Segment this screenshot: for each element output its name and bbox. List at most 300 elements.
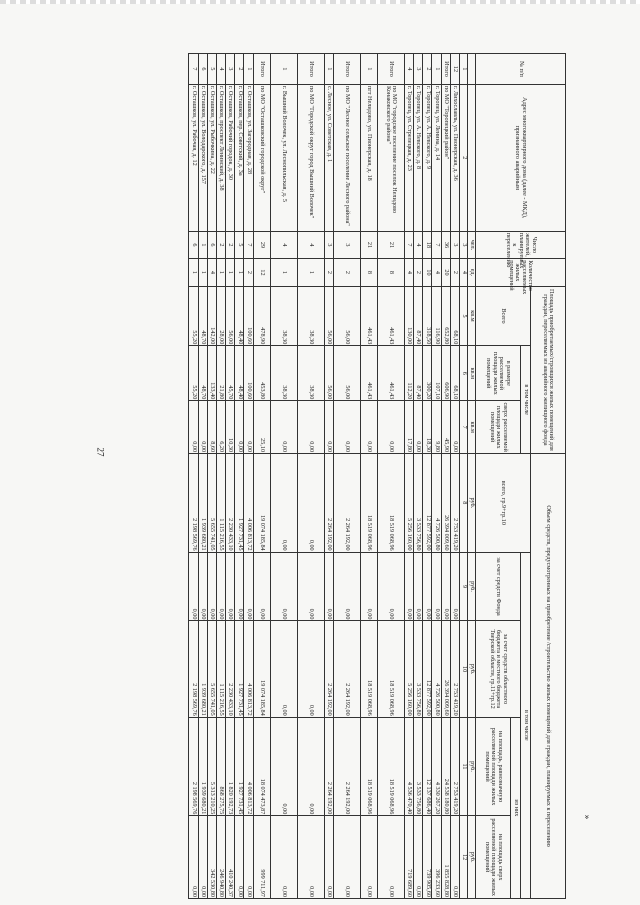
row-number: Итого (441, 54, 450, 85)
address-cell: г. Осташков, пер. Советский, д. 3а (235, 84, 244, 231)
table-row (414, 54, 423, 899)
funds-within-cell: 18 519 068,96 (360, 717, 377, 816)
area-within-cell: 45,70 (226, 346, 235, 401)
unit-cell: кв.м (468, 286, 476, 346)
area-within-cell: 606,90 (441, 346, 450, 401)
table-row (235, 54, 244, 899)
funds-regional-cell: 4 006 813,72 (244, 621, 253, 717)
funds-fund-cell: 0,00 (253, 552, 270, 621)
funds-regional-cell: 19 074 185,84 (253, 621, 270, 717)
funds-over-cell: 0,00 (333, 816, 360, 899)
funds-within-cell: 2 264 192,00 (333, 717, 360, 816)
area-within-cell: 112,20 (404, 346, 413, 401)
area-total-cell: 68,10 (450, 286, 459, 346)
address-cell: пгт Нелидово, ул. Пионерская, д. 18 (360, 84, 377, 231)
apartments-cell: 12 (253, 259, 270, 287)
unit-cell: руб. (468, 454, 476, 553)
header-num: № п/п (476, 54, 566, 85)
funds-total-cell: 2 230 433,10 (226, 454, 235, 553)
funds-over-cell: 0,00 (297, 816, 324, 899)
funds-within-cell: 1 927 731,45 (235, 717, 244, 816)
funds-over-cell: 719 689,60 (404, 816, 413, 899)
funds-fund-cell: 0,00 (404, 552, 413, 621)
header-funds-regional: за счет средств областного бюджета и местного бюджета Тверской области, гр.11+гр.12 (476, 621, 521, 717)
funds-within-cell: 5 313 210,25 (207, 717, 216, 816)
header-area-total: Всего (476, 286, 531, 346)
funds-total-cell: 2 753 419,20 (450, 454, 459, 553)
funds-within-cell: 1 820 192,73 (226, 717, 235, 816)
row-number: 2 (235, 54, 244, 85)
funds-total-cell: 2 264 192,00 (333, 454, 360, 553)
unit-cell: ед. (468, 259, 476, 287)
address-cell: по МО "Городской округ город Вышний Волочек" (297, 84, 324, 231)
area-total-cell: 461,43 (377, 286, 404, 346)
row-number: 1 (360, 54, 377, 85)
table-row (432, 54, 441, 899)
table-row (253, 54, 270, 899)
funds-regional-cell: 2 753 419,20 (450, 621, 459, 717)
people-cell: 5 (235, 231, 244, 259)
funds-regional-cell: 4 726 500,80 (432, 621, 441, 717)
address-cell: с. Лесное, ул. Советская, д. 1 (324, 84, 333, 231)
area-total-cell: 56,00 (226, 286, 235, 346)
column-number: 3 (460, 231, 468, 259)
funds-total-cell: 4 006 813,72 (244, 454, 253, 553)
header-apartments: Количество расселяемых жилых помещений (476, 259, 566, 287)
area-over-cell: 9,80 (432, 401, 441, 454)
funds-total-cell: 18 519 068,96 (377, 454, 404, 553)
header-funds-total: всего, гр.9+гр.10 (476, 454, 531, 553)
table-row (189, 54, 198, 899)
header-area-group: Площадь приобретаемых/строящихся жилых помещений для граждан, переселяемых из аварийного жилищного фонда (531, 286, 566, 453)
apartments-cell: 2 (333, 259, 360, 287)
funds-over-cell: 0,00 (244, 816, 253, 899)
row-number: Итого (333, 54, 360, 85)
funds-within-cell: 4 006 813,72 (244, 717, 253, 816)
table-row (198, 54, 207, 899)
apartments-cell: 8 (377, 259, 404, 287)
units-row (468, 54, 476, 899)
funds-within-cell: 3 533 756,80 (414, 717, 423, 816)
area-over-cell: 0,00 (360, 401, 377, 454)
area-total-cell: 142,00 (207, 286, 216, 346)
area-within-cell: 56,00 (333, 346, 360, 401)
area-within-cell: 300,20 (423, 346, 432, 401)
funds-regional-cell: 0,00 (270, 621, 297, 717)
area-over-cell: 0,00 (333, 401, 360, 454)
header-area-over: сверх расселяемой площади жилых помещений (476, 401, 521, 454)
area-total-cell: 478,90 (253, 286, 270, 346)
funds-regional-cell: 2 230 433,10 (226, 621, 235, 717)
funds-regional-cell: 26 394 009,60 (441, 621, 450, 717)
area-over-cell: 0,00 (414, 401, 423, 454)
funds-fund-cell: 0,00 (216, 552, 225, 621)
funds-over-cell: 0,00 (360, 816, 377, 899)
unit-cell: чел. (468, 231, 476, 259)
funds-total-cell: 12 877 592,00 (423, 454, 432, 553)
people-cell: 7 (432, 231, 441, 259)
funds-within-cell: 2 753 419,20 (450, 717, 459, 816)
funds-over-cell: 0,00 (198, 816, 207, 899)
funds-regional-cell: 5 655 741,05 (207, 621, 216, 717)
area-within-cell: 21,80 (216, 346, 225, 401)
area-total-cell: 38,30 (297, 286, 324, 346)
funds-over-cell: 739 905,60 (423, 816, 432, 899)
column-number: 11 (460, 717, 468, 816)
column-number: 6 (460, 346, 468, 401)
apartments-cell: 2 (450, 259, 459, 287)
apartments-cell: 1 (297, 259, 324, 287)
table-row (226, 54, 235, 899)
funds-total-cell: 5 655 741,05 (207, 454, 216, 553)
header-funds-fund: за счет средств Фонда (476, 552, 521, 621)
area-over-cell: 0,00 (270, 401, 297, 454)
row-number: 12 (450, 54, 459, 85)
apartments-cell: 2 (324, 259, 333, 287)
page-number: 27 (95, 447, 106, 457)
people-cell: 18 (423, 231, 432, 259)
people-cell: 21 (377, 231, 404, 259)
row-number: 7 (189, 54, 198, 85)
people-cell: 6 (189, 231, 198, 259)
people-cell: 4 (270, 231, 297, 259)
funds-fund-cell: 0,00 (297, 552, 324, 621)
funds-total-cell: 1 927 731,45 (235, 454, 244, 553)
row-number: Итого (253, 54, 270, 85)
area-within-cell: 38,30 (270, 346, 297, 401)
funds-regional-cell: 12 877 592,00 (423, 621, 432, 717)
apartments-cell: 20 (441, 259, 450, 287)
funds-within-cell: 2 198 569,76 (189, 717, 198, 816)
table-row (360, 54, 377, 899)
row-number: 3 (414, 54, 423, 85)
funds-regional-cell: 1 939 680,21 (198, 621, 207, 717)
header-area-incl: в том числе (521, 346, 531, 454)
address-cell: по МО "Лесное сельское поселение Лесного района" (333, 84, 360, 231)
row-number: 1 (432, 54, 441, 85)
table-row (216, 54, 225, 899)
unit-cell (468, 54, 476, 85)
funds-within-cell: 1 939 680,21 (198, 717, 207, 816)
funds-total-cell: 3 533 756,80 (414, 454, 423, 553)
funds-fund-cell: 0,00 (377, 552, 404, 621)
address-cell: г. Торопец, ул. Ленина, д. 14 (432, 84, 441, 231)
people-cell: 2 (216, 231, 225, 259)
row-number: 6 (198, 54, 207, 85)
funds-fund-cell: 0,00 (333, 552, 360, 621)
area-over-cell: 0,00 (377, 401, 404, 454)
column-number: 7 (460, 401, 468, 454)
area-total-cell: 652,80 (441, 286, 450, 346)
table-row (333, 54, 360, 899)
funds-over-cell: 246 940,80 (216, 816, 225, 899)
header-funds-incl: в том числе (521, 552, 531, 898)
funds-total-cell: 0,00 (297, 454, 324, 553)
address-cell: по МО "городское поселение поселок Нелидово Конаковского района" (377, 84, 404, 231)
funds-over-cell: 0,00 (235, 816, 244, 899)
area-within-cell: 68,10 (450, 346, 459, 401)
funds-over-cell: 1 855 828,80 (441, 816, 450, 899)
funds-within-cell: 18 074 473,87 (253, 717, 270, 816)
funds-fund-cell: 0,00 (189, 552, 198, 621)
row-number: 1 (270, 54, 297, 85)
continuation-mark: » (582, 814, 593, 820)
funds-regional-cell: 18 519 068,96 (377, 621, 404, 717)
row-number: 4 (216, 54, 225, 85)
area-over-cell: 10,30 (226, 401, 235, 454)
address-cell: по МО "Торопецкий район" (441, 84, 450, 231)
funds-total-cell: 1 115 216,55 (216, 454, 225, 553)
header-funds-group: Объем средств, предусмотренных на приобретение /строительство жилых помещений для граждан, планируемых к переселению (531, 454, 566, 899)
apartments-cell: 1 (198, 259, 207, 287)
funds-over-cell: 999 711,97 (253, 816, 270, 899)
area-over-cell: 0,00 (244, 401, 253, 454)
area-over-cell: 18,30 (423, 401, 432, 454)
funds-regional-cell: 2 264 192,00 (333, 621, 360, 717)
funds-regional-cell: 0,00 (297, 621, 324, 717)
address-cell: г. Осташков, ул. Загородная, д. 28 (244, 84, 253, 231)
funds-within-cell: 18 519 068,96 (377, 717, 404, 816)
funds-fund-cell: 0,00 (198, 552, 207, 621)
area-within-cell: 461,43 (360, 346, 377, 401)
area-over-cell: 0,00 (324, 401, 333, 454)
people-cell: 36 (441, 231, 450, 259)
people-cell: 1 (198, 231, 207, 259)
area-within-cell: 48,40 (235, 346, 244, 401)
funds-fund-cell: 0,00 (432, 552, 441, 621)
area-over-cell: 0,00 (189, 401, 198, 454)
apartments-cell: 4 (207, 259, 216, 287)
apartments-cell: 8 (360, 259, 377, 287)
area-within-cell: 133,40 (207, 346, 216, 401)
funds-over-cell: 0,00 (324, 816, 333, 899)
table-row (324, 54, 333, 899)
area-within-cell: 100,60 (244, 346, 253, 401)
table-row (207, 54, 216, 899)
funds-within-cell: 12 137 686,40 (423, 717, 432, 816)
address-cell: г. Осташков, ул. Рабочая, д. 12 (189, 84, 198, 231)
area-total-cell: 28,00 (216, 286, 225, 346)
address-cell: г. Осташков, проспект Ленинский, д. 38 (216, 84, 225, 231)
apartments-cell: 1 (235, 259, 244, 287)
column-number: 8 (460, 454, 468, 553)
area-total-cell: 461,43 (360, 286, 377, 346)
funds-regional-cell: 18 519 068,96 (360, 621, 377, 717)
funds-fund-cell: 0,00 (450, 552, 459, 621)
area-over-cell: 45,90 (441, 401, 450, 454)
header-funds-of-which: из них (511, 717, 521, 898)
apartments-cell: 1 (226, 259, 235, 287)
table-row (441, 54, 450, 899)
column-number: 5 (460, 286, 468, 346)
column-number: 9 (460, 552, 468, 621)
table-row (270, 54, 297, 899)
funds-within-cell: 0,00 (297, 717, 324, 816)
address-cell: по МО "Осташковский городской округ" (253, 84, 270, 231)
people-cell: 3 (450, 231, 459, 259)
area-over-cell: 17,80 (404, 401, 413, 454)
area-over-cell: 0,00 (297, 401, 324, 454)
area-total-cell: 318,50 (423, 286, 432, 346)
funds-total-cell: 18 519 068,96 (360, 454, 377, 553)
area-total-cell: 87,40 (414, 286, 423, 346)
unit-cell: руб. (468, 621, 476, 717)
funds-regional-cell: 5 256 160,00 (404, 621, 413, 717)
apartments-cell: 4 (432, 259, 441, 287)
table-body (189, 54, 460, 899)
people-cell: 4 (297, 231, 324, 259)
funds-fund-cell: 0,00 (423, 552, 432, 621)
area-within-cell: 48,70 (198, 346, 207, 401)
funds-total-cell: 26 394 009,60 (441, 454, 450, 553)
people-cell: 6 (207, 231, 216, 259)
apartments-cell: 1 (270, 259, 297, 287)
funds-within-cell: 2 264 192,00 (324, 717, 333, 816)
table-row (377, 54, 404, 899)
unit-cell: руб. (468, 717, 476, 816)
area-within-cell: 56,00 (324, 346, 333, 401)
funds-fund-cell: 0,00 (270, 552, 297, 621)
area-total-cell: 56,00 (324, 286, 333, 346)
area-total-cell: 48,40 (235, 286, 244, 346)
people-cell: 4 (414, 231, 423, 259)
funds-within-cell: 24 538 180,80 (441, 717, 450, 816)
column-number: 10 (460, 621, 468, 717)
area-over-cell: 0,00 (198, 401, 207, 454)
row-number: Итого (377, 54, 404, 85)
header-funds-over: на площадь сверх расселяемой площади жилых помещений (476, 816, 511, 899)
area-total-cell: 38,30 (270, 286, 297, 346)
header-address: Адрес многоквартирного дома (далее - МКД), признанного аварийным (476, 84, 566, 231)
address-cell: г. Осташков, ул. Рыбочкина, д. 22 (207, 84, 216, 231)
row-number: 1 (324, 54, 333, 85)
resettlement-table (188, 53, 566, 899)
funds-fund-cell: 0,00 (244, 552, 253, 621)
people-cell: 7 (404, 231, 413, 259)
apartments-cell: 1 (189, 259, 198, 287)
header-area-within: в размере расселяемой площади жилых помещений (476, 346, 521, 401)
area-within-cell: 87,40 (414, 346, 423, 401)
column-number: 4 (460, 259, 468, 287)
area-over-cell: 25,10 (253, 401, 270, 454)
unit-cell: руб. (468, 552, 476, 621)
address-cell: г. Торопец, ул. А. Невского, д. 8 (414, 84, 423, 231)
unit-cell (468, 84, 476, 231)
area-total-cell: 116,90 (432, 286, 441, 346)
funds-over-cell: 0,00 (377, 816, 404, 899)
funds-total-cell: 4 726 500,80 (432, 454, 441, 553)
area-total-cell: 55,20 (189, 286, 198, 346)
address-cell: г. Осташков, ул. Володарского, д. 157 (198, 84, 207, 231)
area-over-cell: 0,00 (450, 401, 459, 454)
address-cell: г. Вышний Волочек, ул. Леснопильская, д. 5 (270, 84, 297, 231)
column-number: 2 (460, 84, 468, 231)
funds-regional-cell: 1 927 731,45 (235, 621, 244, 717)
people-cell: 3 (324, 231, 333, 259)
column-numbers-row (460, 54, 468, 899)
column-number: 1 (460, 54, 468, 85)
address-cell: г. Торопец, ул. Стрелецкая, д. 23 (404, 84, 413, 231)
apartments-cell: 1 (216, 259, 225, 287)
funds-within-cell: 868 275,75 (216, 717, 225, 816)
table-sheet (100, 53, 566, 899)
address-cell: г. Лихославль, ул. Пионерская, д. 36 (450, 84, 459, 231)
funds-fund-cell: 0,00 (207, 552, 216, 621)
funds-total-cell: 0,00 (270, 454, 297, 553)
column-number: 12 (460, 816, 468, 899)
apartments-cell: 4 (404, 259, 413, 287)
funds-fund-cell: 0,00 (360, 552, 377, 621)
funds-total-cell: 2 198 569,76 (189, 454, 198, 553)
area-within-cell: 38,30 (297, 346, 324, 401)
area-total-cell: 56,00 (333, 286, 360, 346)
funds-fund-cell: 0,00 (226, 552, 235, 621)
table-row (297, 54, 324, 899)
funds-regional-cell: 1 115 216,55 (216, 621, 225, 717)
area-within-cell: 461,43 (377, 346, 404, 401)
area-total-cell: 130,00 (404, 286, 413, 346)
funds-fund-cell: 0,00 (324, 552, 333, 621)
funds-over-cell: 0,00 (450, 816, 459, 899)
table-rotated (100, 53, 566, 899)
funds-regional-cell: 2 198 569,76 (189, 621, 198, 717)
row-number: 2 (423, 54, 432, 85)
row-number: 4 (404, 54, 413, 85)
row-number: 5 (207, 54, 216, 85)
area-within-cell: 453,80 (253, 346, 270, 401)
funds-within-cell: 0,00 (270, 717, 297, 816)
address-cell: г. Осташков, Рабочий городок, д. 30 (226, 84, 235, 231)
area-over-cell: 8,60 (207, 401, 216, 454)
unit-cell: кв.м (468, 346, 476, 401)
funds-over-cell: 0,00 (270, 816, 297, 899)
address-cell: г. Торопец, ул. А. Невского, д. 9 (423, 84, 432, 231)
people-cell: 3 (333, 231, 360, 259)
funds-total-cell: 19 074 185,84 (253, 454, 270, 553)
apartments-cell: 2 (244, 259, 253, 287)
funds-over-cell: 396 233,60 (432, 816, 441, 899)
area-within-cell: 55,20 (189, 346, 198, 401)
funds-over-cell: 0,00 (414, 816, 423, 899)
people-cell: 7 (244, 231, 253, 259)
apartments-cell: 2 (414, 259, 423, 287)
funds-over-cell: 410 240,37 (226, 816, 235, 899)
area-total-cell: 48,70 (198, 286, 207, 346)
funds-over-cell: 342 530,80 (207, 816, 216, 899)
area-within-cell: 107,10 (432, 346, 441, 401)
area-over-cell: 0,00 (235, 401, 244, 454)
funds-fund-cell: 0,00 (414, 552, 423, 621)
funds-over-cell: 0,00 (189, 816, 198, 899)
table-row (450, 54, 459, 899)
table-row (423, 54, 432, 899)
table-row (244, 54, 253, 899)
unit-cell: руб. (468, 816, 476, 899)
people-cell: 2 (226, 231, 235, 259)
row-number: 1 (244, 54, 253, 85)
funds-total-cell: 5 256 160,00 (404, 454, 413, 553)
funds-fund-cell: 0,00 (441, 552, 450, 621)
area-over-cell: 6,20 (216, 401, 225, 454)
row-number: 3 (226, 54, 235, 85)
row-number: Итого (297, 54, 324, 85)
area-total-cell: 100,60 (244, 286, 253, 346)
people-cell: 29 (253, 231, 270, 259)
funds-total-cell: 1 939 680,21 (198, 454, 207, 553)
header-funds-within: на площадь, равнозначную расселяемой площади жилых помещений (476, 717, 511, 816)
funds-total-cell: 2 264 192,00 (324, 454, 333, 553)
scan-edge (0, 0, 640, 4)
